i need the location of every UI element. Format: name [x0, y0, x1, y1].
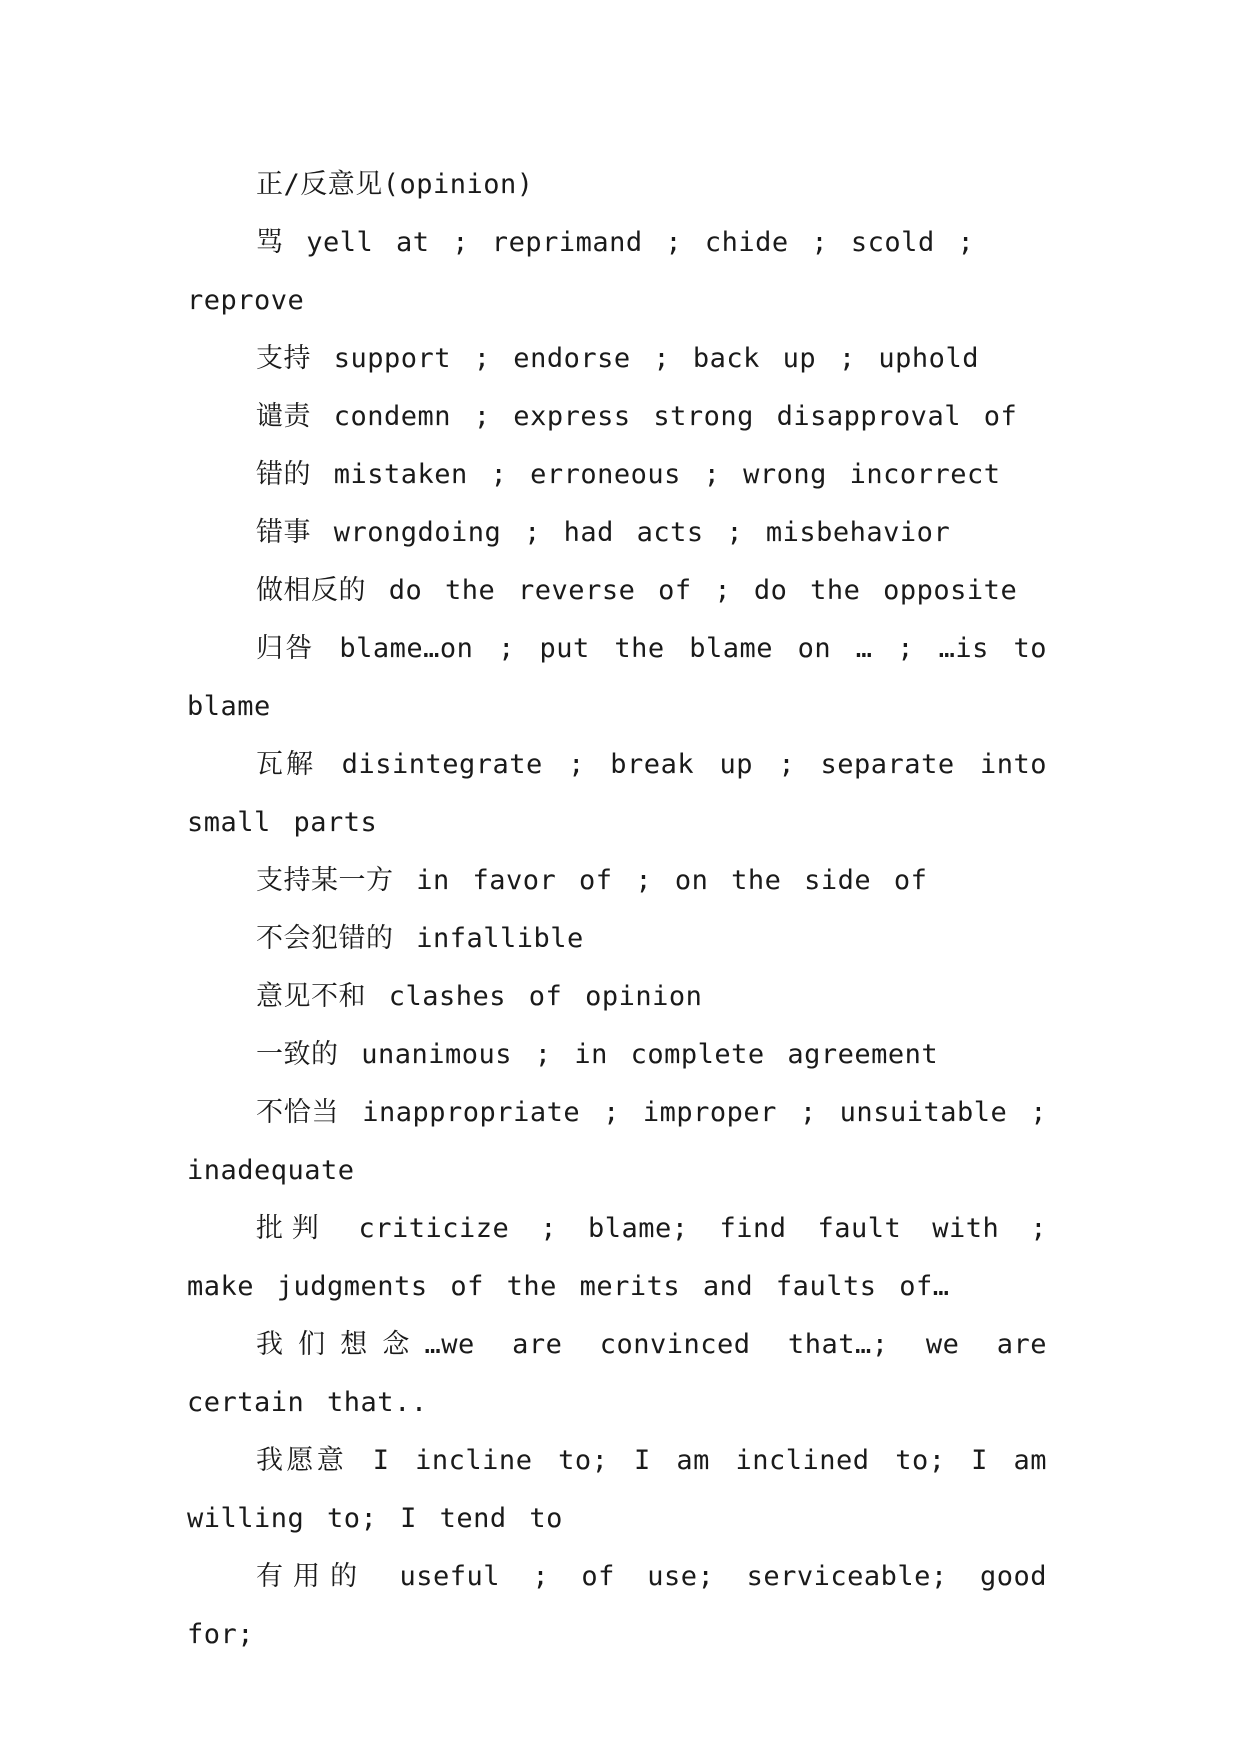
entry-mistaken: 错的 mistaken ; erroneous ; wrong incorrect — [256, 459, 1001, 490]
entry-in-favor: 支持某一方 in favor of ; on the side of — [256, 865, 928, 896]
section-heading: 正/反意见(opinion) — [256, 169, 534, 200]
entry-clashes: 意见不和 clashes of opinion — [256, 981, 703, 1012]
entry-criticize: 批判 criticize ; blame; find fault with ; make judgments of the merits and faults of… — [187, 1213, 1047, 1302]
entry-infallible: 不会犯错的 infallible — [256, 923, 584, 954]
entry-useful: 有用的 useful ; of use; serviceable; good for; — [187, 1561, 1047, 1650]
entry-unanimous: 一致的 unanimous ; in complete agreement — [256, 1039, 939, 1070]
vocabulary-list — [187, 156, 1047, 1664]
entry-wrongdoing: 错事 wrongdoing ; had acts ; misbehavior — [256, 517, 951, 548]
entry-convinced: 我们想念…we are convinced that…; we are certain that.. — [187, 1329, 1047, 1418]
entry-inappropriate: 不恰当 inappropriate ; improper ; unsuitable ; inadequate — [187, 1097, 1047, 1186]
entry-scold: 骂 yell at ; reprimand ; chide ; scold ; reprove — [187, 227, 975, 316]
entry-opposite: 做相反的 do the reverse of ; do the opposite — [256, 575, 1018, 606]
entry-support: 支持 support ; endorse ; back up ; uphold — [256, 343, 979, 374]
entry-condemn: 谴责 condemn ; express strong disapproval of — [256, 401, 1018, 432]
entry-disintegrate: 瓦解 disintegrate ; break up ; separate into small parts — [187, 749, 1047, 838]
entry-blame: 归咎 blame…on ; put the blame on … ; …is to blame — [187, 633, 1047, 722]
entry-incline: 我愿意 I incline to; I am inclined to; I am willing to; I tend to — [187, 1445, 1047, 1534]
